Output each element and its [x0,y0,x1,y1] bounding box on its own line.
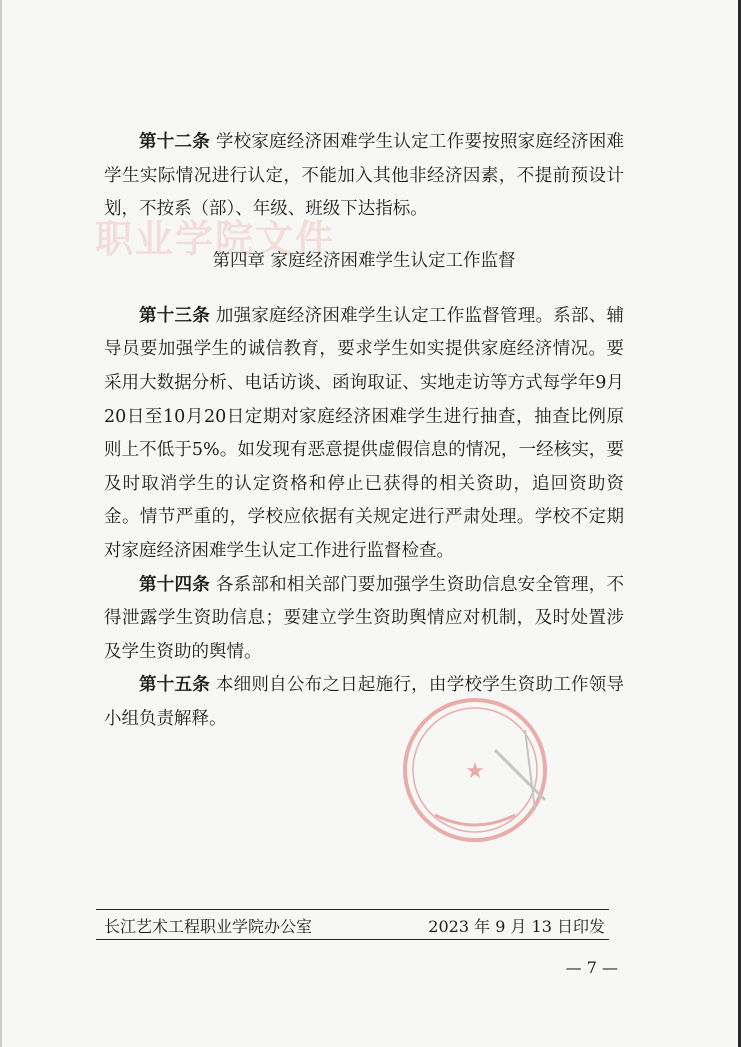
article-text: 各系部和相关部门要加强学生资助信息安全管理，不得泄露学生资助信息；要建立学生资助舆情应对机制，及时处置涉及学生资助的舆情。 [104,574,624,662]
svg-text:★: ★ [465,759,485,784]
article-12 [104,126,624,227]
page-edge-left [0,0,2,1047]
document-body [104,126,624,737]
article-label: 第十二条 [139,132,211,152]
chapter-heading: 第四章 家庭经济困难学生认定工作监督 [212,250,516,271]
page-number: — 7 — [565,958,618,977]
article-label: 第十四条 [139,574,211,595]
footer-date: 2023 年 9 月 13 日印发 [428,917,605,936]
article-13 [104,300,624,569]
article-text: 本细则自公布之日起施行，由学校学生资助工作领导小组负责解释。 [104,675,624,729]
article-text: 加强家庭经济困难学生认定工作监督管理。系部、辅导员要加强学生的诚信教育，要求学生如实提供家庭经济情况。要采用大数据分析、电话访谈、函询取证、实地走访等方式每学年9月20日至10月20日定期对家庭经济困难学生进行抽查，抽查比例原则上不低于5%。如发现有恶意提供虚假信息的情况，一经核实，要及时取消学生的认定资格和停止已获得的相关资助，追回资助资金。情节严重的，学校应依据有关规定进行严肃处理。学校不定期对家庭经济困难学生认定工作进行监督检查。 [104,305,624,561]
article-label: 第十三条 [139,305,211,326]
article-15 [104,669,624,736]
article-text: 学校家庭经济困难学生认定工作要按照家庭经济困难学生实际情况进行认定，不能加入其他非经济因素，不提前预设计划，不按系（部）、年级、班级下达指标。 [104,132,624,220]
article-label: 第十五条 [139,675,211,696]
footer-issuer: 长江艺术工程职业学院办公室 [104,917,313,936]
footer-divider-bottom [96,939,609,940]
article-14 [104,569,624,670]
bleed-through-header: 职业学院文件 [95,216,336,261]
footer-divider-top [96,909,609,910]
